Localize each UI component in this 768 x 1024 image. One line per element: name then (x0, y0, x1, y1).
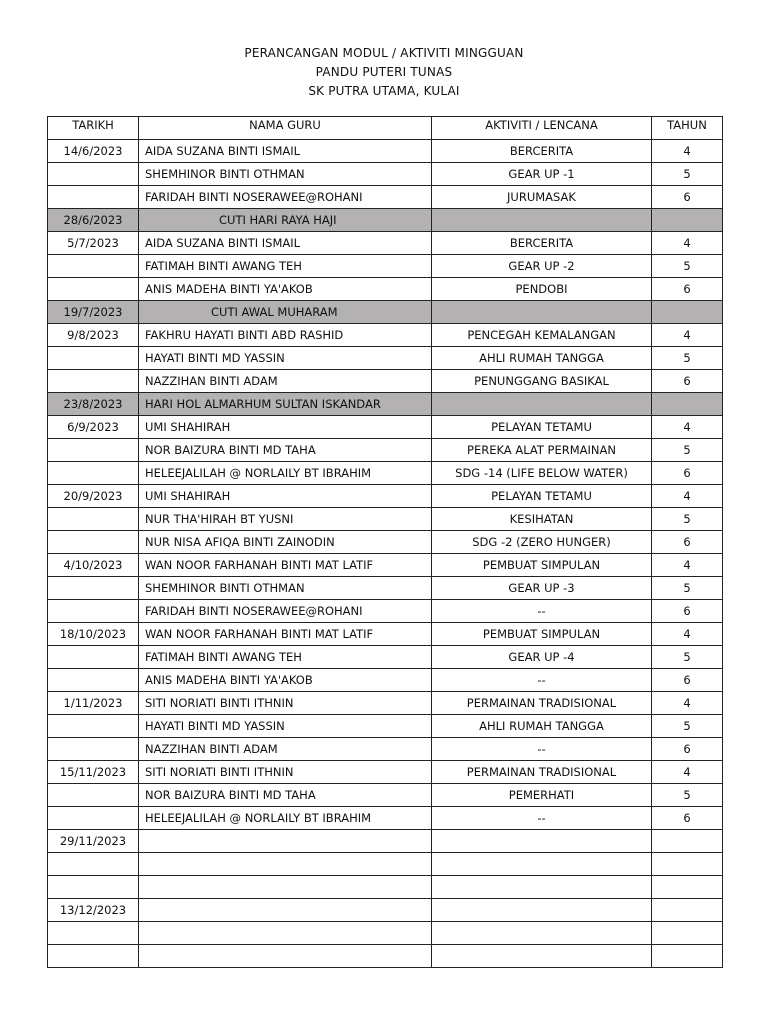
activity-cell: SDG -14 (LIFE BELOW WATER) (432, 462, 652, 485)
column-header-tarikh: TARIKH (48, 117, 139, 140)
teacher-cell: AIDA SUZANA BINTI ISMAIL (139, 232, 432, 255)
table-row (48, 370, 723, 393)
table-row (48, 899, 723, 922)
date-cell (48, 646, 139, 669)
activity-cell (432, 876, 652, 899)
table-row (48, 462, 723, 485)
date-cell: 5/7/2023 (48, 232, 139, 255)
teacher-cell (139, 899, 432, 922)
table-row (48, 738, 723, 761)
activity-cell: BERCERITA (432, 232, 652, 255)
date-cell (48, 577, 139, 600)
date-cell (48, 922, 139, 945)
date-cell: 9/8/2023 (48, 324, 139, 347)
activity-cell: PEMBUAT SIMPULAN (432, 623, 652, 646)
activity-cell: JURUMASAK (432, 186, 652, 209)
teacher-cell (139, 853, 432, 876)
year-cell: 4 (652, 232, 723, 255)
table-row (48, 255, 723, 278)
date-cell (48, 508, 139, 531)
date-cell (48, 163, 139, 186)
activity-cell: PENUNGGANG BASIKAL (432, 370, 652, 393)
table-row (48, 439, 723, 462)
date-cell (48, 186, 139, 209)
table-row (48, 186, 723, 209)
document-title: PERANCANGAN MODUL / AKTIVITI MINGGUAN (244, 46, 524, 60)
activity-cell (432, 922, 652, 945)
year-cell (652, 209, 723, 232)
activity-cell: BERCERITA (432, 140, 652, 163)
teacher-cell: ANIS MADEHA BINTI YA'AKOB (139, 669, 432, 692)
date-cell (48, 876, 139, 899)
year-cell: 4 (652, 485, 723, 508)
activity-cell: -- (432, 738, 652, 761)
date-cell: 18/10/2023 (48, 623, 139, 646)
activity-cell (432, 393, 652, 416)
date-cell (48, 462, 139, 485)
table-row (48, 163, 723, 186)
column-header-tahun: TAHUN (652, 117, 723, 140)
activity-cell: PERMAINAN TRADISIONAL (432, 761, 652, 784)
holiday-label-cell: CUTI HARI RAYA HAJI (139, 209, 432, 232)
table-row (48, 508, 723, 531)
teacher-cell: HAYATI BINTI MD YASSIN (139, 347, 432, 370)
holiday-label-cell: HARI HOL ALMARHUM SULTAN ISKANDAR (139, 393, 432, 416)
year-cell: 6 (652, 531, 723, 554)
date-cell (48, 715, 139, 738)
year-cell: 5 (652, 255, 723, 278)
date-cell (48, 600, 139, 623)
holiday-row (48, 393, 723, 416)
table-row (48, 761, 723, 784)
activity-cell: SDG -2 (ZERO HUNGER) (432, 531, 652, 554)
table-row (48, 577, 723, 600)
activity-cell: -- (432, 807, 652, 830)
activity-cell: PELAYAN TETAMU (432, 485, 652, 508)
activity-cell: PEMBUAT SIMPULAN (432, 554, 652, 577)
activity-cell (432, 899, 652, 922)
activity-cell: GEAR UP -3 (432, 577, 652, 600)
teacher-cell: UMI SHAHIRAH (139, 485, 432, 508)
date-cell (48, 738, 139, 761)
date-cell: 13/12/2023 (48, 899, 139, 922)
year-cell: 6 (652, 669, 723, 692)
activity-cell (432, 830, 652, 853)
holiday-row (48, 209, 723, 232)
table-row (48, 646, 723, 669)
teacher-cell: SITI NORIATI BINTI ITHNIN (139, 692, 432, 715)
table-row (48, 623, 723, 646)
schedule-body (48, 140, 723, 968)
table-row (48, 876, 723, 899)
table-row (48, 922, 723, 945)
table-row (48, 324, 723, 347)
year-cell: 6 (652, 738, 723, 761)
activity-cell: KESIHATAN (432, 508, 652, 531)
teacher-cell: FATIMAH BINTI AWANG TEH (139, 646, 432, 669)
teacher-cell: NAZZIHAN BINTI ADAM (139, 738, 432, 761)
table-row (48, 784, 723, 807)
activity-cell: GEAR UP -4 (432, 646, 652, 669)
date-cell: 6/9/2023 (48, 416, 139, 439)
date-cell: 15/11/2023 (48, 761, 139, 784)
date-cell: 1/11/2023 (48, 692, 139, 715)
table-row (48, 531, 723, 554)
schedule-table (47, 116, 723, 968)
year-cell: 4 (652, 692, 723, 715)
year-cell: 5 (652, 577, 723, 600)
year-cell: 5 (652, 439, 723, 462)
teacher-cell: HELEEJALILAH @ NORLAILY BT IBRAHIM (139, 462, 432, 485)
teacher-cell: WAN NOOR FARHANAH BINTI MAT LATIF (139, 554, 432, 577)
table-row (48, 945, 723, 968)
activity-cell: -- (432, 600, 652, 623)
teacher-cell: SHEMHINOR BINTI OTHMAN (139, 577, 432, 600)
date-cell: 19/7/2023 (48, 301, 139, 324)
holiday-label-cell: CUTI AWAL MUHARAM (139, 301, 432, 324)
table-row (48, 853, 723, 876)
table-row (48, 715, 723, 738)
year-cell: 4 (652, 140, 723, 163)
table-row (48, 830, 723, 853)
year-cell: 4 (652, 554, 723, 577)
activity-cell: PERMAINAN TRADISIONAL (432, 692, 652, 715)
table-header-row (48, 117, 723, 140)
year-cell (652, 945, 723, 968)
document-header (0, 44, 768, 101)
teacher-cell: NUR NISA AFIQA BINTI ZAINODIN (139, 531, 432, 554)
activity-cell: AHLI RUMAH TANGGA (432, 715, 652, 738)
year-cell: 4 (652, 324, 723, 347)
activity-cell (432, 209, 652, 232)
teacher-cell (139, 945, 432, 968)
teacher-cell: FATIMAH BINTI AWANG TEH (139, 255, 432, 278)
teacher-cell (139, 876, 432, 899)
table-row (48, 485, 723, 508)
table-row (48, 140, 723, 163)
teacher-cell: HELEEJALILAH @ NORLAILY BT IBRAHIM (139, 807, 432, 830)
table-row (48, 347, 723, 370)
year-cell: 5 (652, 163, 723, 186)
school-name: SK PUTRA UTAMA, KULAI (308, 84, 460, 98)
table-row (48, 416, 723, 439)
year-cell (652, 899, 723, 922)
column-header-nama-guru: NAMA GURU (139, 117, 432, 140)
column-header-aktiviti: AKTIVITI / LENCANA (432, 117, 652, 140)
year-cell: 6 (652, 370, 723, 393)
table-row (48, 278, 723, 301)
date-cell: 29/11/2023 (48, 830, 139, 853)
year-cell (652, 301, 723, 324)
date-cell (48, 347, 139, 370)
date-cell (48, 370, 139, 393)
year-cell (652, 922, 723, 945)
teacher-cell (139, 922, 432, 945)
teacher-cell: SHEMHINOR BINTI OTHMAN (139, 163, 432, 186)
date-cell: 20/9/2023 (48, 485, 139, 508)
year-cell: 4 (652, 623, 723, 646)
teacher-cell: HAYATI BINTI MD YASSIN (139, 715, 432, 738)
year-cell: 4 (652, 416, 723, 439)
activity-cell: AHLI RUMAH TANGGA (432, 347, 652, 370)
teacher-cell (139, 830, 432, 853)
year-cell: 6 (652, 278, 723, 301)
year-cell: 5 (652, 508, 723, 531)
date-cell (48, 807, 139, 830)
activity-cell (432, 853, 652, 876)
organization-name: PANDU PUTERI TUNAS (315, 65, 453, 79)
year-cell: 5 (652, 347, 723, 370)
teacher-cell: FARIDAH BINTI NOSERAWEE@ROHANI (139, 186, 432, 209)
date-cell (48, 669, 139, 692)
activity-cell: GEAR UP -2 (432, 255, 652, 278)
activity-cell (432, 945, 652, 968)
teacher-cell: SITI NORIATI BINTI ITHNIN (139, 761, 432, 784)
teacher-cell: NOR BAIZURA BINTI MD TAHA (139, 439, 432, 462)
table-row (48, 669, 723, 692)
date-cell: 28/6/2023 (48, 209, 139, 232)
year-cell: 6 (652, 186, 723, 209)
year-cell (652, 876, 723, 899)
year-cell: 4 (652, 761, 723, 784)
activity-cell: PENCEGAH KEMALANGAN (432, 324, 652, 347)
year-cell: 5 (652, 784, 723, 807)
date-cell (48, 439, 139, 462)
date-cell (48, 853, 139, 876)
teacher-cell: FARIDAH BINTI NOSERAWEE@ROHANI (139, 600, 432, 623)
table-row (48, 807, 723, 830)
teacher-cell: AIDA SUZANA BINTI ISMAIL (139, 140, 432, 163)
activity-cell: -- (432, 669, 652, 692)
holiday-row (48, 301, 723, 324)
activity-cell: PEMERHATI (432, 784, 652, 807)
table-row (48, 600, 723, 623)
activity-cell: PENDOBI (432, 278, 652, 301)
teacher-cell: NOR BAIZURA BINTI MD TAHA (139, 784, 432, 807)
teacher-cell: NUR THA'HIRAH BT YUSNI (139, 508, 432, 531)
date-cell (48, 531, 139, 554)
activity-cell: PEREKA ALAT PERMAINAN (432, 439, 652, 462)
year-cell: 5 (652, 646, 723, 669)
table-row (48, 692, 723, 715)
teacher-cell: FAKHRU HAYATI BINTI ABD RASHID (139, 324, 432, 347)
year-cell (652, 853, 723, 876)
teacher-cell: UMI SHAHIRAH (139, 416, 432, 439)
table-row (48, 554, 723, 577)
date-cell: 14/6/2023 (48, 140, 139, 163)
activity-cell: GEAR UP -1 (432, 163, 652, 186)
activity-cell (432, 301, 652, 324)
date-cell (48, 255, 139, 278)
date-cell (48, 278, 139, 301)
teacher-cell: NAZZIHAN BINTI ADAM (139, 370, 432, 393)
year-cell: 6 (652, 462, 723, 485)
year-cell: 5 (652, 715, 723, 738)
date-cell (48, 784, 139, 807)
teacher-cell: WAN NOOR FARHANAH BINTI MAT LATIF (139, 623, 432, 646)
year-cell: 6 (652, 807, 723, 830)
date-cell: 23/8/2023 (48, 393, 139, 416)
date-cell: 4/10/2023 (48, 554, 139, 577)
teacher-cell: ANIS MADEHA BINTI YA'AKOB (139, 278, 432, 301)
table-row (48, 232, 723, 255)
year-cell (652, 393, 723, 416)
activity-cell: PELAYAN TETAMU (432, 416, 652, 439)
year-cell: 6 (652, 600, 723, 623)
date-cell (48, 945, 139, 968)
year-cell (652, 830, 723, 853)
